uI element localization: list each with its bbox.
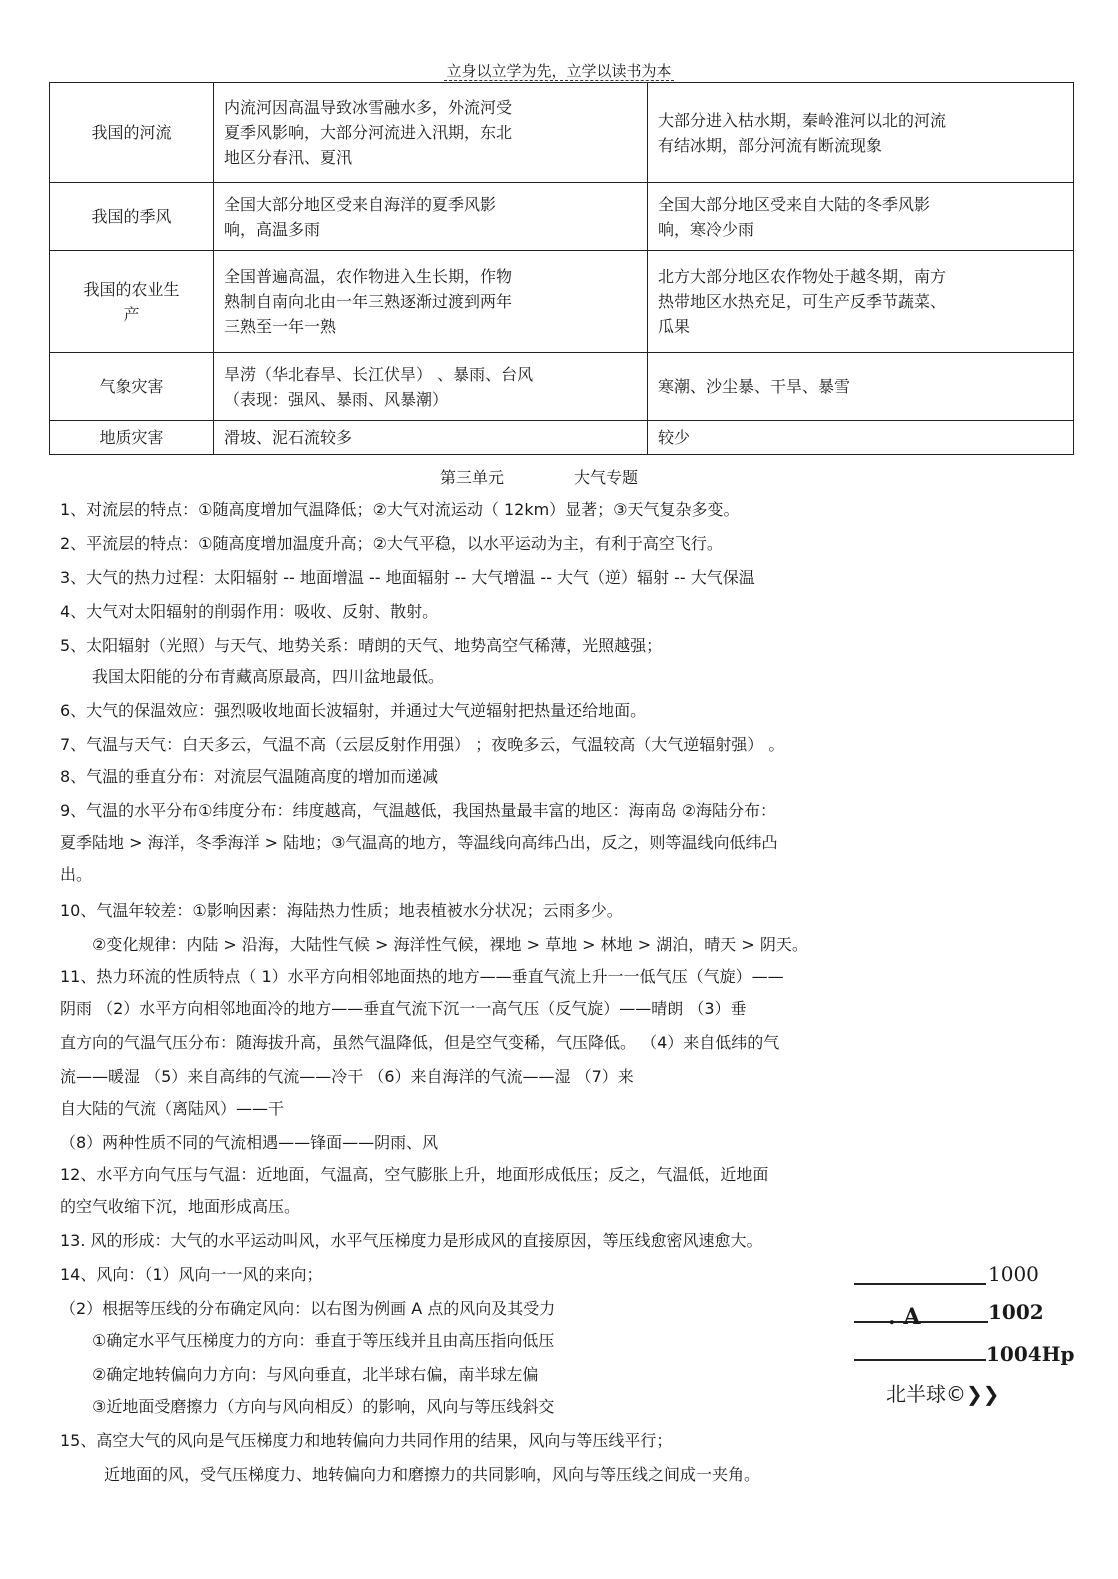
season-comparison-table [49, 82, 1074, 455]
text-line: ①确定水平气压梯度力的方向：垂直于等压线并且由高压指向低压 [92, 1331, 555, 1350]
summer-cell: 全国普遍高温，农作物进入生长期，作物 熟制自南向北由一年三熟逐渐过渡到两年 三熟至一年一熟 [214, 251, 648, 353]
text-line: （8）两种性质不同的气流相遇——锋面——阴雨、风 [60, 1133, 439, 1152]
text-line: 4、大气对太阳辐射的削弱作用：吸收、反射、散射。 [60, 602, 439, 621]
text-line: 12、水平方向气压与气温：近地面，气温高，空气膨胀上升，地面形成低压；反之，气温低，近地面 [60, 1165, 769, 1184]
table-row [50, 183, 1074, 251]
isobar-line [854, 1283, 986, 1285]
text-line: 的空气收缩下沉，地面形成高压。 [60, 1197, 301, 1216]
row-label: 我国的农业生 产 [50, 251, 214, 353]
text-line: 我国太阳能的分布青藏高原最高，四川盆地最低。 [92, 667, 445, 686]
isobar-label: 1000 [988, 1262, 1039, 1286]
text-line: 10、气温年较差：①影响因素：海陆热力性质；地表植被水分状况；云雨多少。 [60, 901, 623, 920]
winter-cell: 寒潮、沙尘暴、干旱、暴雪 [648, 353, 1074, 421]
isobar-line [854, 1359, 986, 1361]
summer-cell: 内流河因高温导致冰雪融水多，外流河受 夏季风影响，大部分河流进入汛期，东北 地区分春汛、夏汛 [214, 83, 648, 183]
text-line: 直方向的气温气压分布：随海拔升高，虽然气温降低，但是空气变稀，气压降低。 （4）来自低纬的气 [60, 1033, 780, 1052]
text-line: （2）根据等压线的分布确定风向：以右图为例画 A 点的风向及其受力 [60, 1299, 556, 1318]
text-line: 8、气温的垂直分布：对流层气温随高度的增加而递减 [60, 767, 439, 786]
text-line: 近地面的风，受气压梯度力、地转偏向力和磨擦力的共同影响，风向与等压线之间成一夹角。 [104, 1465, 761, 1484]
unit-title [440, 465, 638, 488]
row-label: 我国的季风 [50, 183, 214, 251]
text-line: 阴雨 （2）水平方向相邻地面冷的地方——垂直气流下沉一一高气压（反气旋）——晴朗 （3）垂 [60, 999, 747, 1018]
text-line: 7、气温与天气：白天多云，气温不高（云层反射作用强） ；夜晚多云，气温较高（大气逆辐射强） 。 [60, 735, 785, 754]
summer-cell: 旱涝（华北春旱、长江伏旱） 、暴雨、台风 （表现：强风、暴雨、风暴潮） [214, 353, 648, 421]
winter-cell: 北方大部分地区农作物处于越冬期，南方 热带地区水热充足，可生产反季节蔬菜、 瓜果 [648, 251, 1074, 353]
unit-number: 第三单元 [440, 468, 505, 487]
table-row [50, 251, 1074, 353]
text-line: 夏季陆地 > 海洋，冬季海洋 > 陆地；③气温高的地方，等温线向高纬凸出，反之，则等温线向低纬凸 [60, 833, 778, 852]
text-line: ②变化规律：内陆 > 沿海，大陆性气候 > 海洋性气候，裸地 > 草地 > 林地 > 湖泊，晴天 > 阴天。 [92, 935, 808, 954]
text-line: 13. 风的形成：大气的水平运动叫风，水平气压梯度力是形成风的直接原因，等压线愈密风速愈大。 [60, 1231, 763, 1250]
text-line: 5、太阳辐射（光照）与天气、地势关系：晴朗的天气、地势高空气稀薄，光照越强； [60, 636, 663, 655]
text-line: 9、气温的水平分布①纬度分布：纬度越高，气温越低，我国热量最丰富的地区：海南岛 ②海陆分布： [60, 801, 776, 820]
winter-cell: 大部分进入枯水期，秦岭淮河以北的河流 有结冰期，部分河流有断流现象 [648, 83, 1074, 183]
text-line: 3、大气的热力过程：太阳辐射 -- 地面增温 -- 地面辐射 -- 大气增温 -- 大气（逆）辐射 -- 大气保温 [60, 568, 755, 587]
text-line: 11、热力环流的性质特点（ 1）水平方向相邻地面热的地方——垂直气流上升一一低气压（气旋）—— [60, 967, 784, 986]
winter-cell: 较少 [648, 421, 1074, 455]
isobar-label: 1004Hp [986, 1342, 1075, 1366]
hemisphere-label [886, 1378, 1000, 1407]
row-label: 地质灾害 [50, 421, 214, 455]
text-line: 14、风向：（1）风向一一风的来向； [60, 1265, 323, 1284]
summer-cell: 滑坡、泥石流较多 [214, 421, 648, 455]
text-line: 流——暖湿 （5）来自高纬的气流——冷干 （6）来自海洋的气流——湿 （7）来 [60, 1067, 634, 1086]
isobar-line [854, 1321, 988, 1323]
unit-topic: 大气专题 [574, 468, 639, 487]
text-line: 自大陆的气流（离陆风）——干 [60, 1099, 285, 1118]
text-line: 6、大气的保温效应：强烈吸收地面长波辐射，并通过大气逆辐射把热量还给地面。 [60, 701, 647, 720]
text-line: 出。 [60, 865, 93, 884]
page-header [0, 60, 1118, 81]
table-row [50, 83, 1074, 183]
text-line: ②确定地转偏向力方向：与风向垂直，北半球右偏，南半球左偏 [92, 1365, 539, 1384]
text-line: 15、高空大气的风向是气压梯度力和地转偏向力共同作用的结果，风向与等压线平行； [60, 1431, 673, 1450]
isobar-figure [850, 1260, 1080, 1410]
text-line: 2、平流层的特点：①随高度增加温度升高；②大气平稳，以水平运动为主，有利于高空飞行。 [60, 534, 723, 553]
double-chevron-icon: ❯❯ [966, 1382, 1000, 1406]
summer-cell: 全国大部分地区受来自海洋的夏季风影 响，高温多雨 [214, 183, 648, 251]
text-line: ③近地面受磨擦力（方向与风向相反）的影响，风向与等压线斜交 [92, 1397, 555, 1416]
hemisphere-text: 北半球© [886, 1382, 966, 1406]
row-label: 我国的河流 [50, 83, 214, 183]
table-row [50, 421, 1074, 455]
table-row [50, 353, 1074, 421]
winter-cell: 全国大部分地区受来自大陆的冬季风影 响，寒冷少雨 [648, 183, 1074, 251]
header-motto: 立身以立学为先，立学以读书为本 [446, 62, 672, 80]
point-a-marker: . A [888, 1304, 921, 1330]
row-label: 气象灾害 [50, 353, 214, 421]
isobar-label: 1002 [988, 1300, 1044, 1324]
text-line: 1、对流层的特点：①随高度增加气温降低；②大气对流运动（ 12km）显著；③天气复杂多变。 [60, 500, 740, 519]
